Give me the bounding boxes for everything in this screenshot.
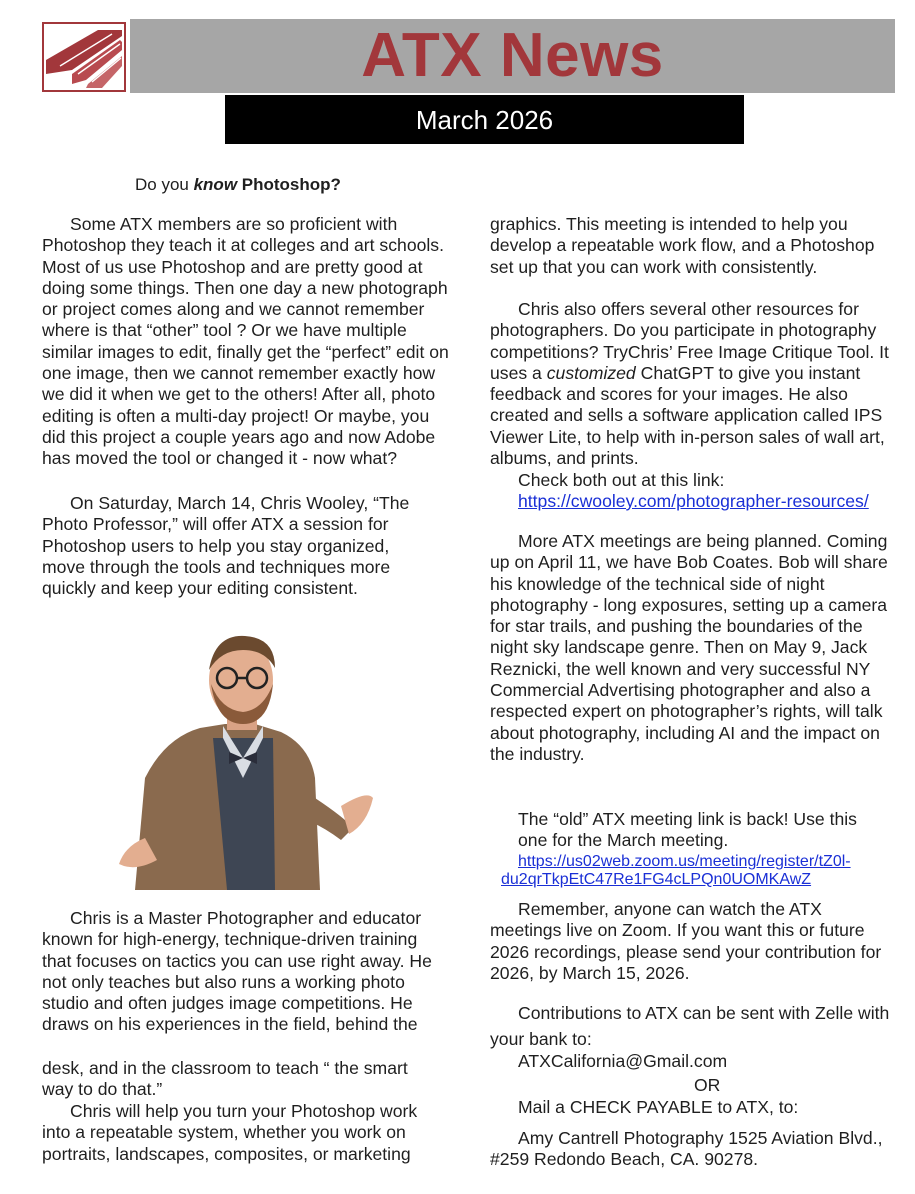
right-paragraph-4: More ATX meetings are being planned. Coming up on April 11, we have Bob Coates. Bob will share his knowledge of the technical side of night photography - long exposures, setting up a camera for star trails, and pushing the boundaries of the night sky landscape genre. Then on May 9, Jack Reznicki, the well known and very successful NY Commercial Advertising photographer and also a respected expert on photographer’s rights, will talk about photography, including AI and the impact on the industry. [490,531,888,764]
left-paragraph-2: On Saturday, March 14, Chris Wooley, “The Photo Professor,” will offer ATX a session for Photoshop users to help you stay organized, move through the tools and techniques more quickly and keep your editing consistent. [42,493,410,599]
mail-check-instruction: Mail a CHECK PAYABLE to ATX, to: [518,1097,799,1117]
left-paragraph-3: Chris is a Master Photographer and educator known for high-energy, technique-driven training that focuses on tactics you can use right away. He not only teaches but also runs a working photo studio and often judges image competitions. He draws on his experiences in the field, behind the [42,908,432,1035]
masthead-banner [130,19,895,93]
masthead-title: ATX News [361,21,664,90]
mailing-address: Amy Cantrell Photography 1525 Aviation Blvd., #259 Redondo Beach, CA. 90278. [490,1128,883,1170]
right-paragraph-1: graphics. This meeting is intended to help you develop a repeatable work flow, and a Photoshop set up that you can work with consistently. [490,214,875,277]
right-paragraph-6: Remember, anyone can watch the ATX meetings live on Zoom. If you want this or future 2026 recordings, please send your contribution for 2026, by March 15, 2026. [490,899,882,983]
article-heading: Do you know Photoshop? [135,175,341,194]
resources-link[interactable]: https://cwooley.com/photographer-resources/ [518,491,869,511]
presenter-photo [105,628,377,890]
right-paragraph-2: Chris also offers several other resources for photographers. Do you participate in photography competitions? TryChris’ Free Image Critique Tool. It uses a customized ChatGPT to give you instant feedback and scores for your images. He also created and sells a software application called IPS Viewer Lite, to help with in-person sales of wall art, albums, and prints. [490,299,889,469]
zoom-link-intro: The “old” ATX meeting link is back! Use this one for the March meeting. [518,809,857,851]
left-paragraph-1: Some ATX members are so proficient with Photoshop they teach it at colleges and art schools. Most of us use Photoshop and are pretty good at doing some things. Then one day a new photograph or project comes along and we cannot remember where is that “other” tool ? Or we have multiple similar images to edit, finally get the “perfect” edit on one image, then we cannot remember exactly how we did it when we get to the others! After all, photo editing is often a multi-day project! Or maybe, you did this project a couple years ago and now Adobe has moved the tool or changed it - now what? [42,214,449,469]
atx-logo [42,22,126,92]
zelle-email: ATXCalifornia@Gmail.com [518,1051,728,1071]
zoom-link-line-2[interactable]: du2qrTkpEtC47Re1FG4cLPQn0UOMKAwZ [501,871,812,888]
right-paragraph-7: Contributions to ATX can be sent with Zelle with your bank to: [490,1003,890,1049]
right-check-link-label: Check both out at this link: [518,470,725,490]
or-separator: OR [694,1075,721,1095]
issue-date: March 2026 [225,95,744,144]
left-paragraph-4: Chris will help you turn your Photoshop work into a repeatable system, whether you work on portraits, landscapes, composites, or marketing [42,1101,418,1164]
zoom-link-line-1[interactable]: https://us02web.zoom.us/meeting/register/tZ0l- [518,853,851,870]
left-paragraph-3b: desk, and in the classroom to teach “ the smart way to do that.” [42,1058,408,1100]
